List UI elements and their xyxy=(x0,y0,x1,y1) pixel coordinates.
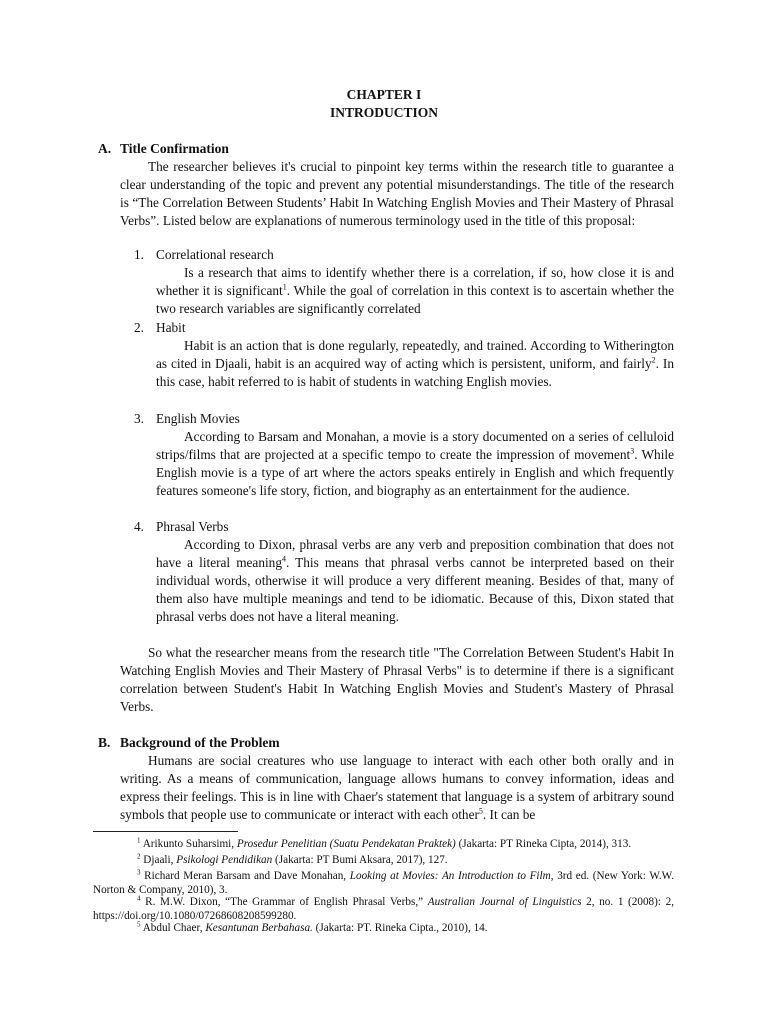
footnote-text: 2, no. 1 (2008): 2, https://doi.org/10.1080/07268608208599280. xyxy=(93,896,675,922)
list-item-term xyxy=(134,246,274,264)
list-item-term-label: Correlational research xyxy=(156,247,274,262)
list-item-term-label: Habit xyxy=(156,320,186,335)
footnote-ref: 5 xyxy=(478,806,483,816)
footnote-ref: 3 xyxy=(630,446,635,456)
footnote-title: Looking at Movies: An Introduction to Film xyxy=(349,870,551,882)
chapter-title: INTRODUCTION xyxy=(329,105,438,120)
section-b-paragraph xyxy=(120,752,674,824)
footnote-number: 2 xyxy=(137,852,141,861)
footnote-text: Djaali, xyxy=(143,854,177,866)
list-item-term-label: English Movies xyxy=(156,411,240,426)
list-item-term-label: Phrasal Verbs xyxy=(156,519,229,534)
list-item-term xyxy=(134,518,229,536)
footnote-title: Prosedur Penelitian (Suatu Pendekatan Praktek) xyxy=(236,838,456,850)
footnote-text: (Jakarta: PT Rineka Cipta, 2014), 313. xyxy=(455,838,632,850)
footnote-divider xyxy=(93,831,238,832)
description-text: . This means that phrasal verbs cannot be interpreted based on their individual words, otherwise it will produce a very different meaning. Besides of that, many of them also have multiple meanings and tend to be idiomatic. Because of this, Dixon stated that phrasal verbs does not have a literal meaning. xyxy=(156,555,674,624)
footnote xyxy=(93,837,674,851)
section-b-heading xyxy=(98,734,280,752)
description-text: . While the goal of correlation in this context is to ascertain whether the two research variables are significantly correlated xyxy=(156,283,674,316)
footnote-number: 5 xyxy=(137,920,141,929)
footnote-text: (Jakarta: PT. Rineka Cipta., 2010), 14. xyxy=(312,922,488,934)
description-text: Is a research that aims to identify whether there is a correlation, if so, how close it is and whether it is significant xyxy=(156,265,674,298)
list-item-description xyxy=(156,337,674,391)
description-text: Habit is an action that is done regularly, repeatedly, and trained. According to Witherington as cited in Djaali, habit is an acquired way of acting which is persistent, uniform, and fairly xyxy=(156,338,674,371)
footnote-text: Abdul Chaer, xyxy=(142,922,206,934)
footnote xyxy=(93,869,674,897)
section-a-conclusion: So what the researcher means from the research title "The Correlation Between Student's Habit In Watching English Movies and Their Mastery of Phrasal Verbs" is to determine if there is a significant correlation between Student's Habit In Watching English Movies and Student's Mastery of Phrasal Verbs. xyxy=(120,645,674,714)
footnote-title: Kesantunan Berbahasa. xyxy=(205,922,313,934)
footnote-text: R. M.W. Dixon, “The Grammar of English Phrasal Verbs,” xyxy=(145,896,428,908)
chapter-number: CHAPTER I xyxy=(346,87,422,102)
description-text: According to Barsam and Monahan, a movie is a story documented on a series of celluloid strips/films that are projected at a specific tempo to create the impression of movement xyxy=(156,429,674,462)
description-text: According to Dixon, phrasal verbs are any verb and preposition combination that does not have a literal meaning xyxy=(156,537,674,570)
footnote xyxy=(93,921,674,935)
section-b-letter: B. xyxy=(98,735,111,750)
description-text: . While English movie is a type of art where the actors speaks entirely in English and which frequently features someone's life story, fiction, and biography as an entertainment for the audience. xyxy=(156,447,674,498)
list-item-term xyxy=(134,410,240,428)
footnote-ref: 2 xyxy=(651,355,656,365)
footnote-number: 1 xyxy=(137,836,141,845)
footnote-title: Australian Journal of Linguistics xyxy=(427,896,582,908)
list-item-number: 2. xyxy=(134,320,144,335)
list-item-term xyxy=(134,319,186,337)
list-item-number: 1. xyxy=(134,247,144,262)
description-text: . In this case, habit referred to is habit of students in watching English movies. xyxy=(156,356,674,389)
paragraph-text: Humans are social creatures who use language to interact with each other both orally and in writing. As a means of communication, language allows humans to convey information, ideas and express their feelings. This is in line with Chaer's statement that language is a system of arbitrary sound symbols that people use to communicate or interact with each other xyxy=(120,753,674,822)
list-item-description xyxy=(156,428,674,500)
footnote xyxy=(93,895,674,923)
section-a-letter: A. xyxy=(98,141,112,156)
footnote-ref: 1 xyxy=(282,282,287,292)
footnote-text: (Jakarta: PT Bumi Aksara, 2017), 127. xyxy=(272,854,448,866)
footnote-title: Psikologi Pendidikan xyxy=(176,854,273,866)
footnote xyxy=(93,853,674,867)
section-a-heading xyxy=(98,140,229,158)
footnote-text: Richard Meran Barsam and Dave Monahan, xyxy=(144,870,350,882)
list-item-description xyxy=(156,536,674,626)
paragraph-text: . It can be xyxy=(482,807,536,822)
footnote-text: Arikunto Suharsimi, xyxy=(142,838,237,850)
footnote-ref: 4 xyxy=(281,554,286,564)
list-item-number: 3. xyxy=(134,411,144,426)
section-a-intro: The researcher believes it's crucial to pinpoint key terms within the research title to guarantee a clear understanding of the topic and prevent any potential misunderstandings. The title of the research is “The Correlation Between Students’ Habit In Watching English Movies and Their Mastery of Phrasal Verbs”. Listed below are explanations of numerous terminology used in the title of this proposal: xyxy=(120,159,674,228)
footnote-number: 4 xyxy=(137,894,141,903)
footnote-text: , 3rd ed. (New York: W.W. Norton & Company, 2010), 3. xyxy=(93,870,674,896)
list-item-number: 4. xyxy=(134,519,144,534)
footnote-number: 3 xyxy=(137,868,141,877)
section-a-title: Title Confirmation xyxy=(120,141,229,156)
section-b-title: Background of the Problem xyxy=(120,735,280,750)
list-item-description xyxy=(156,264,674,318)
